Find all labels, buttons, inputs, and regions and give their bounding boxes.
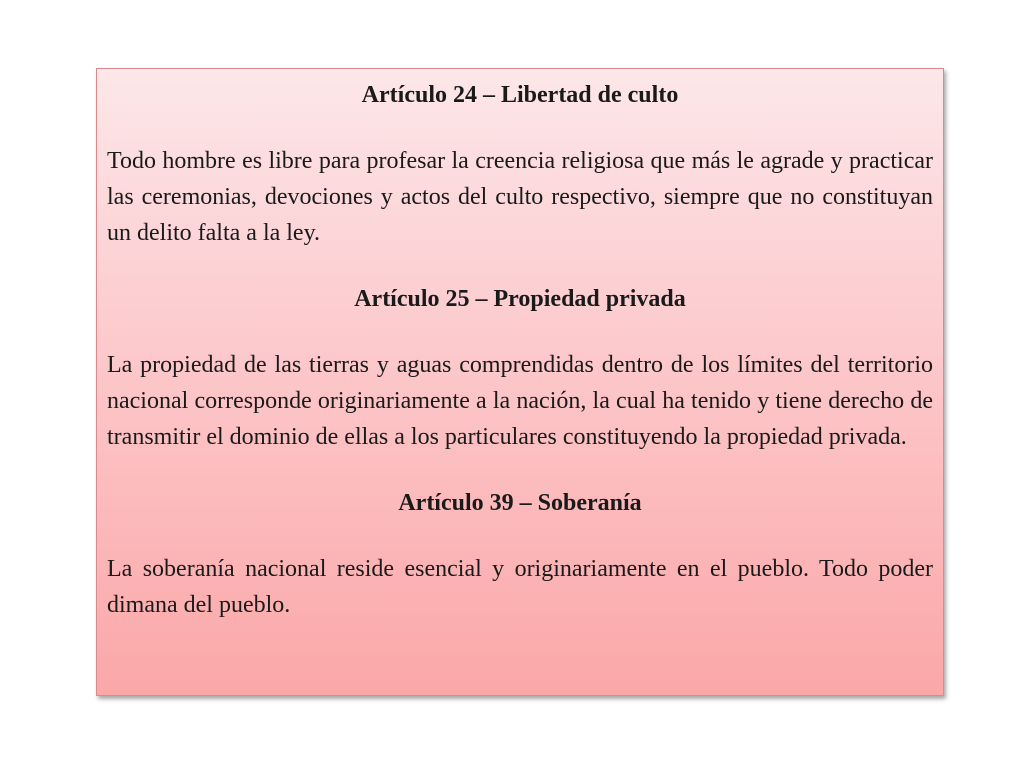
spacer: [107, 521, 933, 551]
article-25-title: Artículo 25 – Propiedad privada: [354, 286, 686, 312]
spacer: [107, 251, 933, 281]
article-25-body: La propiedad de las tierras y aguas comprendidas dentro de los límites del territorio nacional corresponde originariamente a la nación, la cual ha tenido y tiene derecho de transmitir el dominio de ellas a los particulares constituyendo la propiedad privada.: [107, 352, 933, 450]
articles-text-box: [96, 68, 944, 696]
spacer: [107, 455, 933, 485]
article-39-title: Artículo 39 – Soberanía: [398, 490, 642, 516]
spacer: [107, 317, 933, 347]
spacer: [107, 113, 933, 143]
article-24-body: Todo hombre es libre para profesar la creencia religiosa que más le agrade y practicar las ceremonias, devociones y actos del culto respectivo, siempre que no constituyan un delito falta a la ley.: [107, 148, 933, 246]
article-39-body: La soberanía nacional reside esencial y originariamente en el pueblo. Todo poder dimana del pueblo.: [107, 556, 933, 618]
article-24-title: Artículo 24 – Libertad de culto: [361, 82, 679, 108]
